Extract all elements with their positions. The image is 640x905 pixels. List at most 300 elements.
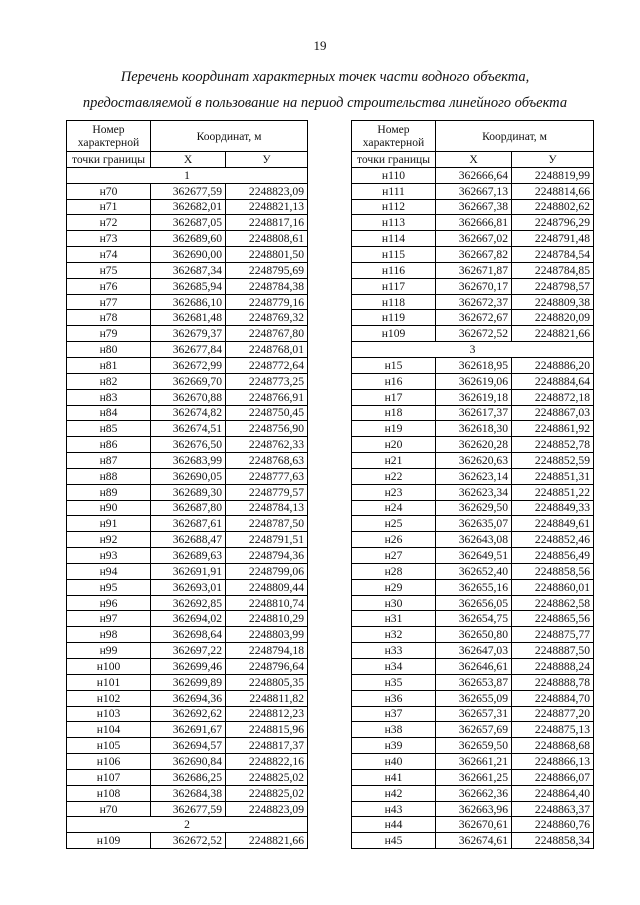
x-coordinate-cell: 362672,52	[436, 326, 512, 342]
header-point-line-3: точки границы	[352, 152, 436, 168]
section-row	[67, 817, 308, 833]
section-number: 3	[352, 342, 594, 358]
y-coordinate-cell: 2248887,50	[512, 643, 594, 659]
point-number-cell: н45	[352, 833, 436, 849]
table-row	[67, 532, 308, 548]
document-title-line-2: предоставляемой в пользование на период строительства линейного объекта	[82, 95, 568, 111]
table-row	[352, 437, 594, 453]
y-coordinate-cell: 2248875,77	[512, 627, 594, 643]
table-row	[67, 231, 308, 247]
point-number-cell: н34	[352, 659, 436, 675]
point-number-cell: н35	[352, 674, 436, 690]
point-number-cell: н71	[67, 199, 151, 215]
table-row	[67, 373, 308, 389]
table-row	[352, 484, 594, 500]
document-title-line-1: Перечень координат характерных точек части водного объекта,	[120, 69, 530, 85]
y-coordinate-cell: 2248862,58	[512, 595, 594, 611]
point-number-cell: н73	[67, 231, 151, 247]
y-coordinate-cell: 2248779,16	[226, 294, 308, 310]
table-row	[67, 785, 308, 801]
table-row	[67, 294, 308, 310]
point-number-cell: н109	[352, 326, 436, 342]
header-x: X	[436, 152, 512, 168]
point-number-cell: н87	[67, 453, 151, 469]
y-coordinate-cell: 2248801,50	[226, 247, 308, 263]
point-number-cell: н27	[352, 548, 436, 564]
x-coordinate-cell: 362623,14	[436, 468, 512, 484]
y-coordinate-cell: 2248819,99	[512, 167, 594, 183]
point-number-cell: н22	[352, 468, 436, 484]
point-number-cell: н70	[67, 801, 151, 817]
table-row	[67, 247, 308, 263]
table-row	[352, 453, 594, 469]
point-number-cell: н99	[67, 643, 151, 659]
table-row	[67, 516, 308, 532]
y-coordinate-cell: 2248888,78	[512, 674, 594, 690]
table-row	[352, 167, 594, 183]
point-number-cell: н38	[352, 722, 436, 738]
point-number-cell: н88	[67, 468, 151, 484]
x-coordinate-cell: 362684,38	[151, 785, 226, 801]
point-number-cell: н37	[352, 706, 436, 722]
y-coordinate-cell: 2248794,18	[226, 643, 308, 659]
x-coordinate-cell: 362687,80	[151, 500, 226, 516]
x-coordinate-cell: 362677,59	[151, 801, 226, 817]
y-coordinate-cell: 2248796,64	[226, 659, 308, 675]
point-number-cell: н30	[352, 595, 436, 611]
x-coordinate-cell: 362687,61	[151, 516, 226, 532]
x-coordinate-cell: 362643,08	[436, 532, 512, 548]
table-row	[352, 722, 594, 738]
table-row	[352, 389, 594, 405]
header-coordinates: Координат, м	[151, 121, 308, 152]
x-coordinate-cell: 362635,07	[436, 516, 512, 532]
y-coordinate-cell: 2248808,61	[226, 231, 308, 247]
y-coordinate-cell: 2248784,85	[512, 262, 594, 278]
point-number-cell: н93	[67, 548, 151, 564]
y-coordinate-cell: 2248810,74	[226, 595, 308, 611]
y-coordinate-cell: 2248864,40	[512, 785, 594, 801]
x-coordinate-cell: 362670,88	[151, 389, 226, 405]
x-coordinate-cell: 362689,63	[151, 548, 226, 564]
y-coordinate-cell: 2248851,22	[512, 484, 594, 500]
point-number-cell: н70	[67, 183, 151, 199]
y-coordinate-cell: 2248849,61	[512, 516, 594, 532]
table-row	[352, 643, 594, 659]
x-coordinate-cell: 362699,46	[151, 659, 226, 675]
table-row	[67, 801, 308, 817]
point-number-cell: н91	[67, 516, 151, 532]
table-row	[352, 357, 594, 373]
x-coordinate-cell: 362690,05	[151, 468, 226, 484]
table-row	[352, 215, 594, 231]
y-coordinate-cell: 2248784,13	[226, 500, 308, 516]
section-row	[67, 167, 308, 183]
point-number-cell: н104	[67, 722, 151, 738]
point-number-cell: н115	[352, 247, 436, 263]
point-number-cell: н39	[352, 738, 436, 754]
table-row	[67, 468, 308, 484]
x-coordinate-cell: 362672,37	[436, 294, 512, 310]
y-coordinate-cell: 2248821,66	[226, 833, 308, 849]
table-row	[67, 627, 308, 643]
table-row	[67, 722, 308, 738]
y-coordinate-cell: 2248766,91	[226, 389, 308, 405]
x-coordinate-cell: 362655,16	[436, 579, 512, 595]
y-coordinate-cell: 2248768,01	[226, 342, 308, 358]
y-coordinate-cell: 2248888,24	[512, 659, 594, 675]
table-row	[67, 215, 308, 231]
coordinates-table-left	[66, 120, 308, 849]
table-row	[67, 611, 308, 627]
table-row	[67, 484, 308, 500]
y-coordinate-cell: 2248802,62	[512, 199, 594, 215]
table-row	[352, 326, 594, 342]
y-coordinate-cell: 2248877,20	[512, 706, 594, 722]
header-y: У	[226, 152, 308, 168]
x-coordinate-cell: 362670,61	[436, 817, 512, 833]
y-coordinate-cell: 2248750,45	[226, 405, 308, 421]
y-coordinate-cell: 2248814,66	[512, 183, 594, 199]
table-row	[352, 405, 594, 421]
table-row	[352, 674, 594, 690]
y-coordinate-cell: 2248795,69	[226, 262, 308, 278]
y-coordinate-cell: 2248872,18	[512, 389, 594, 405]
point-number-cell: н82	[67, 373, 151, 389]
y-coordinate-cell: 2248860,01	[512, 579, 594, 595]
y-coordinate-cell: 2248865,56	[512, 611, 594, 627]
x-coordinate-cell: 362618,30	[436, 421, 512, 437]
table-row	[352, 706, 594, 722]
y-coordinate-cell: 2248823,09	[226, 183, 308, 199]
x-coordinate-cell: 362620,28	[436, 437, 512, 453]
header-coordinates: Координат, м	[436, 121, 594, 152]
point-number-cell: н117	[352, 278, 436, 294]
y-coordinate-cell: 2248777,63	[226, 468, 308, 484]
table-row	[352, 183, 594, 199]
y-coordinate-cell: 2248787,50	[226, 516, 308, 532]
table-row	[352, 754, 594, 770]
x-coordinate-cell: 362677,84	[151, 342, 226, 358]
point-number-cell: н80	[67, 342, 151, 358]
table-row	[352, 690, 594, 706]
x-coordinate-cell: 362667,13	[436, 183, 512, 199]
point-number-cell: н24	[352, 500, 436, 516]
table-row	[352, 262, 594, 278]
x-coordinate-cell: 362682,01	[151, 199, 226, 215]
x-coordinate-cell: 362676,50	[151, 437, 226, 453]
x-coordinate-cell: 362670,17	[436, 278, 512, 294]
point-number-cell: н32	[352, 627, 436, 643]
table-row	[352, 247, 594, 263]
y-coordinate-cell: 2248756,90	[226, 421, 308, 437]
table-row	[352, 278, 594, 294]
point-number-cell: н29	[352, 579, 436, 595]
point-number-cell: н19	[352, 421, 436, 437]
x-coordinate-cell: 362690,84	[151, 754, 226, 770]
point-number-cell: н89	[67, 484, 151, 500]
table-row	[67, 405, 308, 421]
x-coordinate-cell: 362687,34	[151, 262, 226, 278]
table-row	[352, 611, 594, 627]
point-number-cell: н94	[67, 563, 151, 579]
x-coordinate-cell: 362681,48	[151, 310, 226, 326]
x-coordinate-cell: 362698,64	[151, 627, 226, 643]
y-coordinate-cell: 2248762,33	[226, 437, 308, 453]
point-number-cell: н106	[67, 754, 151, 770]
point-number-cell: н33	[352, 643, 436, 659]
header-point-line-1: Номер	[92, 122, 125, 136]
x-coordinate-cell: 362662,36	[436, 785, 512, 801]
point-number-cell: н23	[352, 484, 436, 500]
y-coordinate-cell: 2248868,68	[512, 738, 594, 754]
table-row	[352, 769, 594, 785]
point-number-cell: н75	[67, 262, 151, 278]
x-coordinate-cell: 362689,30	[151, 484, 226, 500]
table-row	[352, 310, 594, 326]
table-row	[352, 231, 594, 247]
coordinates-table-right	[351, 120, 594, 849]
table-row	[352, 532, 594, 548]
x-coordinate-cell: 362619,18	[436, 389, 512, 405]
y-coordinate-cell: 2248809,44	[226, 579, 308, 595]
point-number-cell: н100	[67, 659, 151, 675]
y-coordinate-cell: 2248852,78	[512, 437, 594, 453]
x-coordinate-cell: 362659,50	[436, 738, 512, 754]
x-coordinate-cell: 362655,09	[436, 690, 512, 706]
y-coordinate-cell: 2248866,07	[512, 769, 594, 785]
header-point-line-3: точки границы	[67, 152, 151, 168]
x-coordinate-cell: 362623,34	[436, 484, 512, 500]
point-number-cell: н95	[67, 579, 151, 595]
y-coordinate-cell: 2248767,80	[226, 326, 308, 342]
table-row	[67, 659, 308, 675]
header-point-number	[352, 121, 436, 152]
y-coordinate-cell: 2248825,02	[226, 785, 308, 801]
point-number-cell: н105	[67, 738, 151, 754]
table-row	[352, 421, 594, 437]
y-coordinate-cell: 2248823,09	[226, 801, 308, 817]
y-coordinate-cell: 2248784,38	[226, 278, 308, 294]
x-coordinate-cell: 362653,87	[436, 674, 512, 690]
x-coordinate-cell: 362674,51	[151, 421, 226, 437]
table-row	[67, 183, 308, 199]
header-x: X	[151, 152, 226, 168]
table-row	[352, 627, 594, 643]
y-coordinate-cell: 2248791,51	[226, 532, 308, 548]
x-coordinate-cell: 362692,62	[151, 706, 226, 722]
point-number-cell: н17	[352, 389, 436, 405]
table-row	[352, 548, 594, 564]
x-coordinate-cell: 362618,95	[436, 357, 512, 373]
x-coordinate-cell: 362674,82	[151, 405, 226, 421]
table-row	[67, 674, 308, 690]
point-number-cell: н36	[352, 690, 436, 706]
point-number-cell: н15	[352, 357, 436, 373]
y-coordinate-cell: 2248815,96	[226, 722, 308, 738]
y-coordinate-cell: 2248779,57	[226, 484, 308, 500]
table-row	[67, 548, 308, 564]
point-number-cell: н98	[67, 627, 151, 643]
y-coordinate-cell: 2248817,37	[226, 738, 308, 754]
table-row	[67, 563, 308, 579]
y-coordinate-cell: 2248809,38	[512, 294, 594, 310]
y-coordinate-cell: 2248821,66	[512, 326, 594, 342]
table-row	[352, 833, 594, 849]
x-coordinate-cell: 362694,02	[151, 611, 226, 627]
page-number: 19	[313, 38, 327, 53]
point-number-cell: н92	[67, 532, 151, 548]
table-row	[352, 579, 594, 595]
y-coordinate-cell: 2248772,64	[226, 357, 308, 373]
y-coordinate-cell: 2248856,49	[512, 548, 594, 564]
point-number-cell: н81	[67, 357, 151, 373]
point-number-cell: н114	[352, 231, 436, 247]
y-coordinate-cell: 2248886,20	[512, 357, 594, 373]
x-coordinate-cell: 362650,80	[436, 627, 512, 643]
x-coordinate-cell: 362652,40	[436, 563, 512, 579]
x-coordinate-cell: 362692,85	[151, 595, 226, 611]
x-coordinate-cell: 362672,99	[151, 357, 226, 373]
point-number-cell: н76	[67, 278, 151, 294]
x-coordinate-cell: 362679,37	[151, 326, 226, 342]
x-coordinate-cell: 362666,64	[436, 167, 512, 183]
table-row	[352, 468, 594, 484]
x-coordinate-cell: 362647,03	[436, 643, 512, 659]
x-coordinate-cell: 362629,50	[436, 500, 512, 516]
y-coordinate-cell: 2248867,03	[512, 405, 594, 421]
y-coordinate-cell: 2248812,23	[226, 706, 308, 722]
point-number-cell: н116	[352, 262, 436, 278]
x-coordinate-cell: 362699,89	[151, 674, 226, 690]
x-coordinate-cell: 362683,99	[151, 453, 226, 469]
point-number-cell: н111	[352, 183, 436, 199]
point-number-cell: н113	[352, 215, 436, 231]
x-coordinate-cell: 362657,31	[436, 706, 512, 722]
y-coordinate-cell: 2248858,56	[512, 563, 594, 579]
table-row	[352, 817, 594, 833]
header-point-line-2: характерной	[362, 136, 425, 149]
point-number-cell: н84	[67, 405, 151, 421]
y-coordinate-cell: 2248852,59	[512, 453, 594, 469]
table-row	[67, 278, 308, 294]
y-coordinate-cell: 2248784,54	[512, 247, 594, 263]
section-number: 2	[67, 817, 308, 833]
header-y: У	[512, 152, 594, 168]
point-number-cell: н119	[352, 310, 436, 326]
point-number-cell: н103	[67, 706, 151, 722]
x-coordinate-cell: 362657,69	[436, 722, 512, 738]
x-coordinate-cell: 362686,10	[151, 294, 226, 310]
table-row	[67, 453, 308, 469]
table-row	[352, 801, 594, 817]
x-coordinate-cell: 362667,02	[436, 231, 512, 247]
x-coordinate-cell: 362617,37	[436, 405, 512, 421]
x-coordinate-cell: 362694,57	[151, 738, 226, 754]
y-coordinate-cell: 2248822,16	[226, 754, 308, 770]
point-number-cell: н20	[352, 437, 436, 453]
table-row	[67, 357, 308, 373]
header-point-line-1: Номер	[377, 122, 410, 136]
x-coordinate-cell: 362690,00	[151, 247, 226, 263]
x-coordinate-cell: 362677,59	[151, 183, 226, 199]
y-coordinate-cell: 2248821,13	[226, 199, 308, 215]
point-number-cell: н18	[352, 405, 436, 421]
point-number-cell: н77	[67, 294, 151, 310]
point-number-cell: н44	[352, 817, 436, 833]
x-coordinate-cell: 362691,91	[151, 563, 226, 579]
point-number-cell: н42	[352, 785, 436, 801]
table-row	[67, 738, 308, 754]
point-number-cell: н83	[67, 389, 151, 405]
point-number-cell: н16	[352, 373, 436, 389]
point-number-cell: н28	[352, 563, 436, 579]
point-number-cell: н21	[352, 453, 436, 469]
y-coordinate-cell: 2248861,92	[512, 421, 594, 437]
y-coordinate-cell: 2248884,64	[512, 373, 594, 389]
y-coordinate-cell: 2248798,57	[512, 278, 594, 294]
point-number-cell: н31	[352, 611, 436, 627]
x-coordinate-cell: 362689,60	[151, 231, 226, 247]
point-number-cell: н85	[67, 421, 151, 437]
x-coordinate-cell: 362661,25	[436, 769, 512, 785]
point-number-cell: н110	[352, 167, 436, 183]
y-coordinate-cell: 2248794,36	[226, 548, 308, 564]
table-row	[352, 738, 594, 754]
y-coordinate-cell: 2248769,32	[226, 310, 308, 326]
table-row	[67, 437, 308, 453]
point-number-cell: н40	[352, 754, 436, 770]
table-row	[67, 595, 308, 611]
table-row	[67, 500, 308, 516]
point-number-cell: н102	[67, 690, 151, 706]
x-coordinate-cell: 362688,47	[151, 532, 226, 548]
x-coordinate-cell: 362669,70	[151, 373, 226, 389]
y-coordinate-cell: 2248773,25	[226, 373, 308, 389]
point-number-cell: н78	[67, 310, 151, 326]
y-coordinate-cell: 2248820,09	[512, 310, 594, 326]
point-number-cell: н79	[67, 326, 151, 342]
point-number-cell: н112	[352, 199, 436, 215]
y-coordinate-cell: 2248851,31	[512, 468, 594, 484]
table-row	[352, 563, 594, 579]
table-row	[352, 373, 594, 389]
y-coordinate-cell: 2248866,13	[512, 754, 594, 770]
x-coordinate-cell: 362672,52	[151, 833, 226, 849]
y-coordinate-cell: 2248860,76	[512, 817, 594, 833]
header-point-number	[67, 121, 151, 152]
x-coordinate-cell: 362667,82	[436, 247, 512, 263]
section-row	[352, 342, 594, 358]
table-row	[67, 769, 308, 785]
table-row	[352, 294, 594, 310]
table-row	[67, 389, 308, 405]
x-coordinate-cell: 362620,63	[436, 453, 512, 469]
table-row	[352, 595, 594, 611]
x-coordinate-cell: 362697,22	[151, 643, 226, 659]
y-coordinate-cell: 2248875,13	[512, 722, 594, 738]
table-row	[67, 579, 308, 595]
x-coordinate-cell: 362646,61	[436, 659, 512, 675]
x-coordinate-cell: 362685,94	[151, 278, 226, 294]
point-number-cell: н26	[352, 532, 436, 548]
table-row	[352, 199, 594, 215]
point-number-cell: н90	[67, 500, 151, 516]
y-coordinate-cell: 2248796,29	[512, 215, 594, 231]
table-row	[352, 785, 594, 801]
table-row	[67, 199, 308, 215]
x-coordinate-cell: 362694,36	[151, 690, 226, 706]
